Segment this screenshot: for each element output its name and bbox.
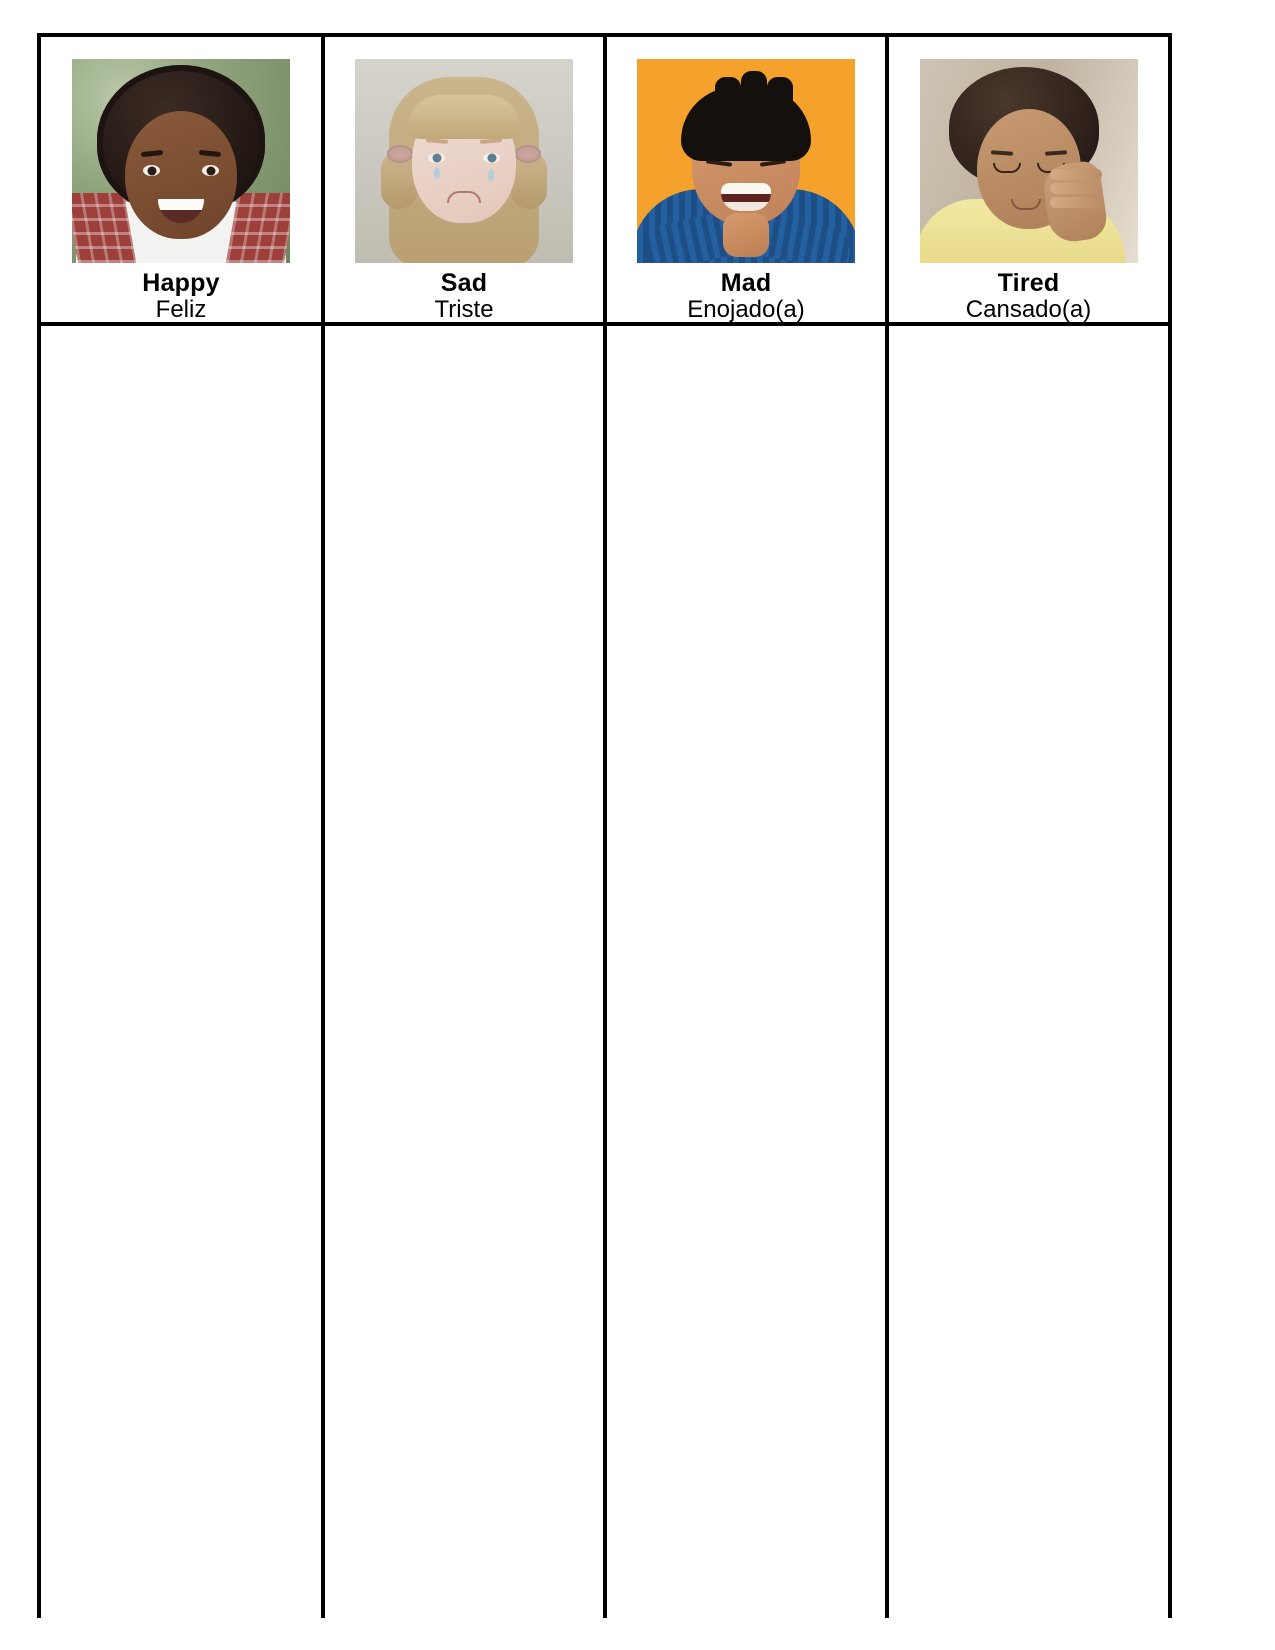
label-es-sad: Triste — [434, 295, 494, 323]
mat-header-row — [41, 37, 1168, 326]
label-en-sad: Sad — [440, 269, 488, 298]
label-group-tired — [966, 271, 1091, 322]
label-es-tired: Cansado(a) — [965, 295, 1092, 323]
label-group-mad — [687, 271, 804, 322]
photo-sad-child — [355, 59, 573, 263]
label-es-mad: Enojado(a) — [687, 295, 805, 323]
sorting-area-mad[interactable] — [607, 326, 889, 1618]
column-header-mad[interactable] — [607, 37, 889, 322]
photo-smiling-child — [72, 59, 290, 263]
label-es-happy: Feliz — [155, 295, 207, 323]
column-header-sad[interactable] — [325, 37, 607, 322]
sorting-area-happy[interactable] — [41, 326, 325, 1618]
column-header-happy[interactable] — [41, 37, 325, 322]
photo-tired-child — [920, 59, 1138, 263]
column-header-tired[interactable] — [889, 37, 1168, 322]
label-en-mad: Mad — [720, 269, 772, 298]
label-group-happy — [142, 271, 219, 322]
photo-angry-child — [637, 59, 855, 263]
label-en-tired: Tired — [997, 269, 1060, 298]
sorting-area-sad[interactable] — [325, 326, 607, 1618]
sorting-area-tired[interactable] — [889, 326, 1168, 1618]
sorting-mat-table — [37, 33, 1172, 1618]
label-en-happy: Happy — [142, 269, 220, 298]
label-group-sad — [434, 271, 493, 322]
mat-sorting-row — [41, 326, 1168, 1618]
